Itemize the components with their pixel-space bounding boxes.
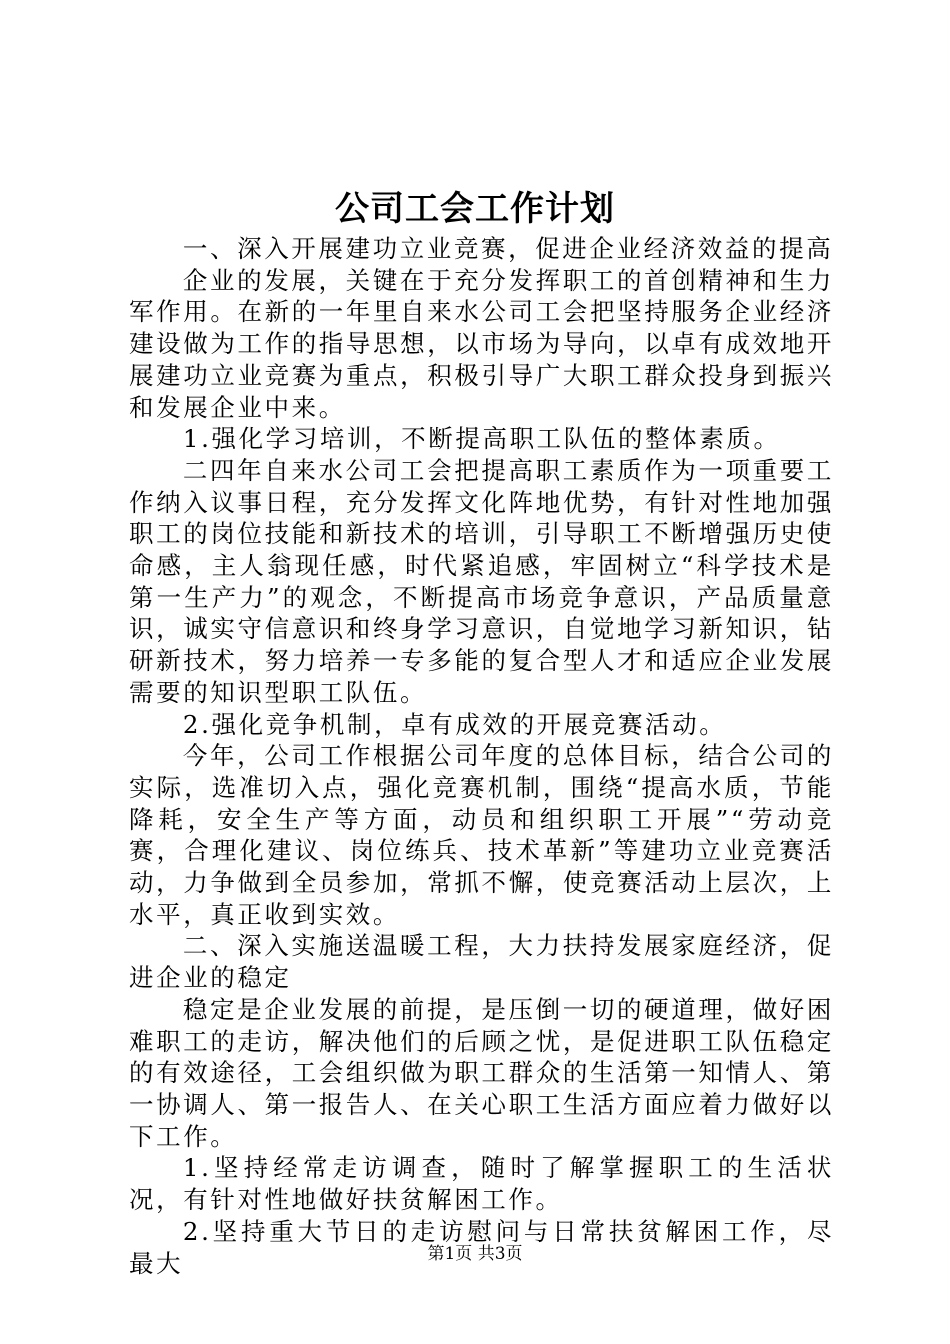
list-item: 1.坚持经常走访调查，随时了解掌握职工的生活状况，有针对性地做好扶贫解困工作。	[129, 1153, 834, 1215]
section-heading-1: 一、深入开展建功立业竞赛，促进企业经济效益的提高	[182, 234, 834, 263]
section-heading-2: 二、深入实施送温暖工程，大力扶持发展家庭经济，促进企业的稳定	[129, 931, 834, 993]
list-item: 1.强化学习培训，不断提高职工队伍的整体素质。	[182, 424, 781, 454]
list-item: 2.坚持重大节日的走访慰问与日常扶贫解困工作，尽最大	[129, 1216, 834, 1278]
page-footer: 第1页 共3页	[427, 1244, 523, 1264]
paragraph: 企业的发展，关键在于充分发挥职工的首创精神和生力军作用。在新的一年里自来水公司工会把坚持服务企业经济建设做为工作的指导思想，以市场为导向，以卓有成效地开展建功立业竞赛为重点，积极引导广大职工群众投身到振兴和发展企业中来。	[129, 265, 834, 422]
document-title: 公司工会工作计划	[335, 189, 615, 229]
paragraph: 稳定是企业发展的前提，是压倒一切的硬道理，做好困难职工的走访，解决他们的后顾之忧，是促进职工队伍稳定的有效途径，工会组织做为职工群众的生活第一知情人、第一协调人、第一报告人、在关心职工生活方面应着力做好以下工作。	[129, 994, 834, 1151]
paragraph: 二四年自来水公司工会把提高职工素质作为一项重要工作纳入议事日程，充分发挥文化阵地优势，有针对性地加强职工的岗位技能和新技术的培训，引导职工不断增强历史使命感，主人翁现任感，时代紧追感，牢固树立“科学技术是第一生产力”的观念，不断提高市场竞争意识，产品质量意识，诚实守信意识和终身学习意识，自觉地学习新知识，钻研新技术，努力培养一专多能的复合型人才和适应企业发展需要的知识型职工队伍。	[129, 455, 834, 707]
paragraph: 今年，公司工作根据公司年度的总体目标，结合公司的实际，选准切入点，强化竞赛机制，围绕“提高水质，节能降耗，安全生产等方面，动员和组织职工开展”“劳动竞赛，合理化建议、岗位练兵、技术革新”等建功立业竞赛活动，力争做到全员参加，常抓不懈，使竞赛活动上层次，上水平，真正收到实效。	[129, 741, 834, 929]
document-body	[129, 233, 834, 1279]
list-item: 2.强化竞争机制，卓有成效的开展竞赛活动。	[182, 709, 727, 739]
